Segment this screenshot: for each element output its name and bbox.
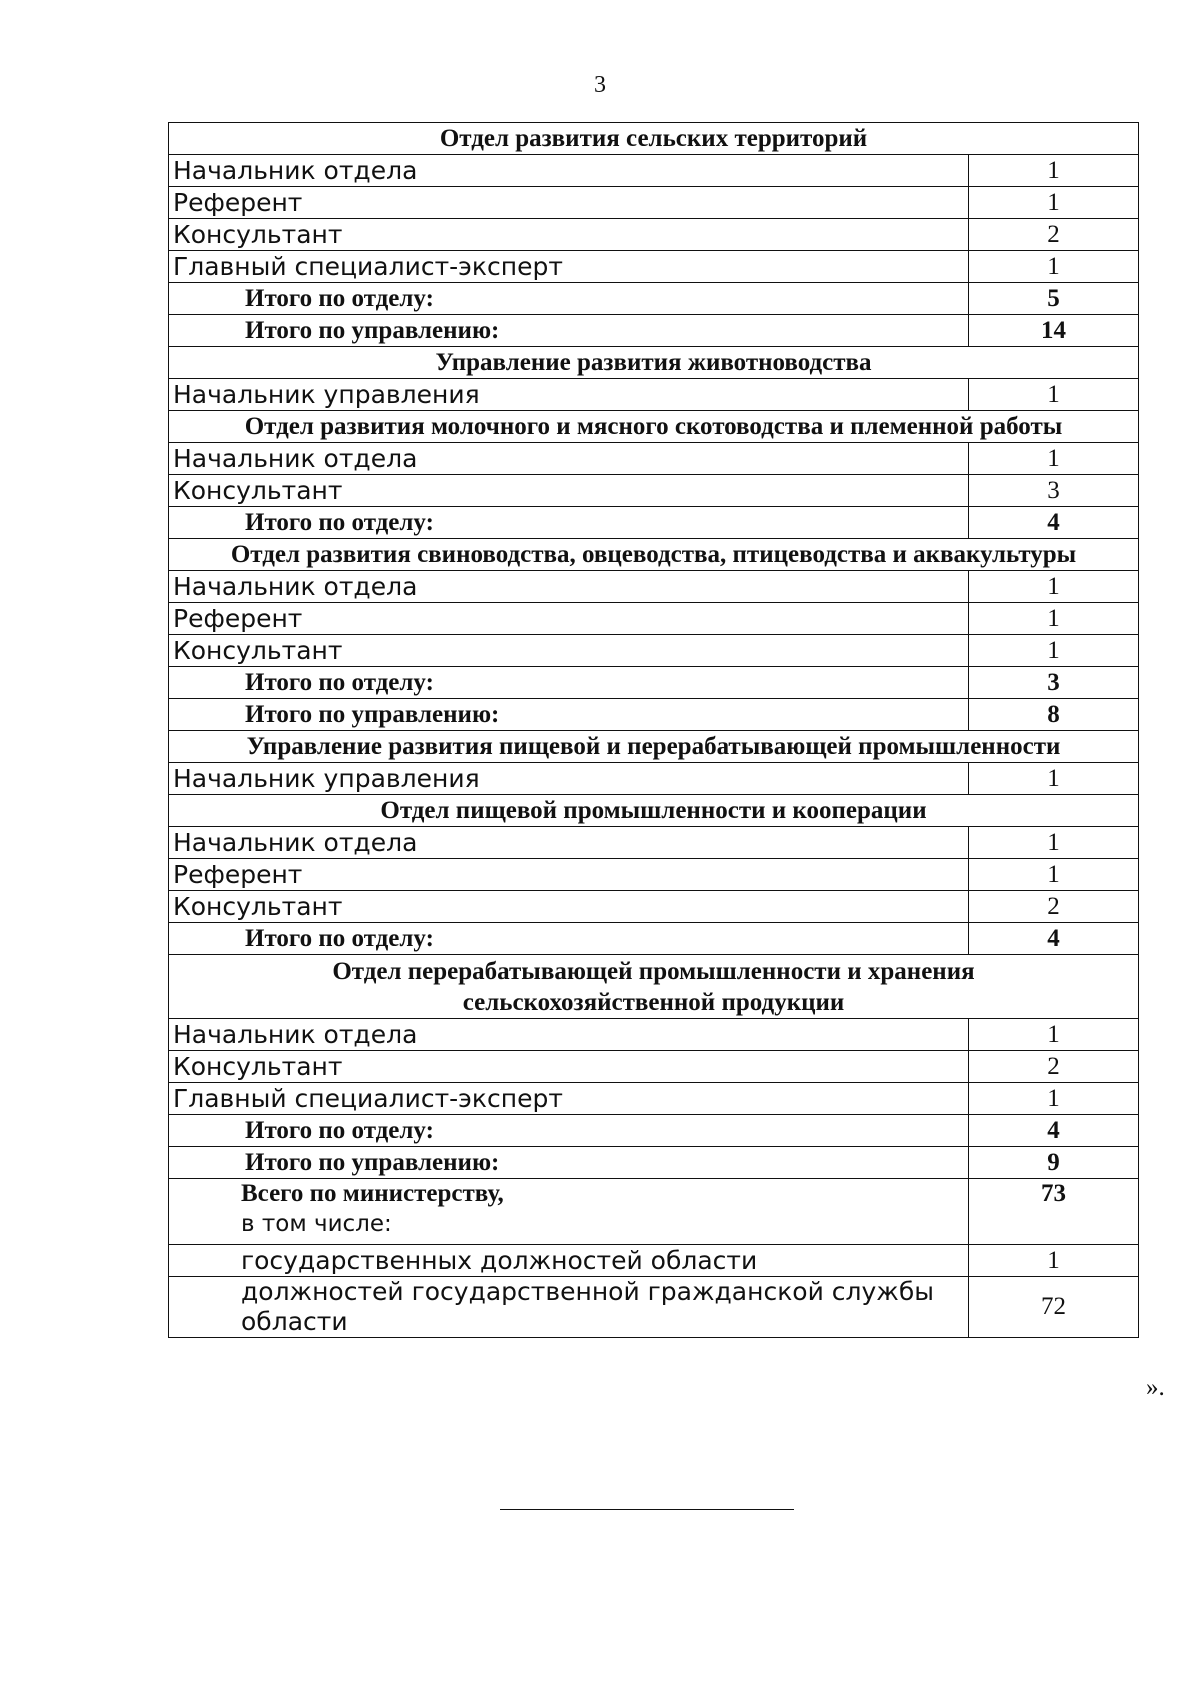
position-name: Референт (169, 603, 969, 635)
position-count: 1 (969, 155, 1139, 187)
section-title: Отдел развития свиноводства, овцеводства, птицеводства и аквакультуры (169, 539, 1139, 571)
position-count: 1 (969, 571, 1139, 603)
position-count: 1 (969, 603, 1139, 635)
position-count: 1 (969, 1019, 1139, 1051)
position-count: 1 (969, 251, 1139, 283)
staffing-table (168, 122, 1139, 1338)
total-count: 5 (969, 283, 1139, 315)
total-label: Итого по управлению: (169, 699, 969, 731)
position-name: Начальник отдела (169, 571, 969, 603)
grand-total-label (169, 1179, 969, 1245)
position-name: Начальник отдела (169, 827, 969, 859)
position-row (169, 571, 1139, 603)
position-name: Начальник управления (169, 379, 969, 411)
section-title: Управление развития пищевой и перерабатывающей промышленности (169, 731, 1139, 763)
section-header-row (169, 347, 1139, 379)
total-label: Итого по отделу: (169, 667, 969, 699)
total-row (169, 667, 1139, 699)
total-row (169, 1115, 1139, 1147)
section-header-row (169, 795, 1139, 827)
total-count: 4 (969, 923, 1139, 955)
position-count: 1 (969, 379, 1139, 411)
position-row (169, 635, 1139, 667)
total-label: Итого по отделу: (169, 923, 969, 955)
included-row (169, 1245, 1139, 1277)
position-count: 1 (969, 763, 1139, 795)
section-title: Управление развития животноводства (169, 347, 1139, 379)
position-name: Начальник отдела (169, 155, 969, 187)
section-header-row (169, 123, 1139, 155)
closing-quote: ». (1146, 1374, 1165, 1401)
section-title-line: сельскохозяйственной продукции (462, 988, 845, 1016)
position-row (169, 1019, 1139, 1051)
position-count: 1 (969, 187, 1139, 219)
end-rule (500, 1509, 794, 1510)
position-row (169, 219, 1139, 251)
section-title: Отдел развития сельских территорий (169, 123, 1139, 155)
position-name: Консультант (169, 891, 969, 923)
position-row (169, 763, 1139, 795)
section-title: Отдел пищевой промышленности и кооперации (169, 795, 1139, 827)
position-row (169, 827, 1139, 859)
grand-total-count: 73 (969, 1179, 1139, 1245)
total-label: Итого по отделу: (169, 507, 969, 539)
section-header-row (169, 411, 1139, 443)
total-count: 14 (969, 315, 1139, 347)
grand-total-row (169, 1179, 1139, 1245)
included-row (169, 1277, 1139, 1338)
position-row (169, 891, 1139, 923)
included-count: 1 (969, 1245, 1139, 1277)
position-count: 2 (969, 1051, 1139, 1083)
position-name: Начальник управления (169, 763, 969, 795)
position-row (169, 187, 1139, 219)
position-row (169, 379, 1139, 411)
total-row (169, 923, 1139, 955)
position-row (169, 475, 1139, 507)
total-row (169, 315, 1139, 347)
position-name: Начальник отдела (169, 443, 969, 475)
position-name: Начальник отдела (169, 1019, 969, 1051)
position-count: 1 (969, 859, 1139, 891)
total-label: Итого по управлению: (169, 1147, 969, 1179)
position-name: Главный специалист-эксперт (169, 251, 969, 283)
position-count: 2 (969, 219, 1139, 251)
position-count: 1 (969, 1083, 1139, 1115)
section-title: Отдел развития молочного и мясного скотоводства и племенной работы (169, 411, 1139, 443)
total-count: 8 (969, 699, 1139, 731)
total-count: 3 (969, 667, 1139, 699)
grand-total-subtitle: в том числе: (241, 1211, 392, 1237)
position-count: 1 (969, 827, 1139, 859)
position-row (169, 859, 1139, 891)
section-header-row (169, 955, 1139, 1019)
position-name: Консультант (169, 219, 969, 251)
position-name: Консультант (169, 635, 969, 667)
staffing-table-body (169, 123, 1139, 1338)
position-row (169, 155, 1139, 187)
total-count: 9 (969, 1147, 1139, 1179)
position-name: Консультант (169, 475, 969, 507)
grand-total-title: Всего по министерству, (241, 1180, 504, 1207)
total-count: 4 (969, 507, 1139, 539)
total-row (169, 283, 1139, 315)
section-header-row (169, 731, 1139, 763)
position-row (169, 603, 1139, 635)
included-count: 72 (969, 1277, 1139, 1338)
position-count: 1 (969, 635, 1139, 667)
section-header-row (169, 539, 1139, 571)
total-label: Итого по отделу: (169, 1115, 969, 1147)
position-row (169, 443, 1139, 475)
total-label: Итого по отделу: (169, 283, 969, 315)
total-row (169, 1147, 1139, 1179)
position-count: 2 (969, 891, 1139, 923)
section-title-line: Отдел перерабатывающей промышленности и хранения (332, 957, 975, 985)
position-row (169, 1051, 1139, 1083)
position-row (169, 251, 1139, 283)
position-count: 3 (969, 475, 1139, 507)
total-row (169, 507, 1139, 539)
total-row (169, 699, 1139, 731)
page-number: 3 (594, 72, 606, 98)
total-label: Итого по управлению: (169, 315, 969, 347)
total-count: 4 (969, 1115, 1139, 1147)
position-name: Консультант (169, 1051, 969, 1083)
position-name: Главный специалист-эксперт (169, 1083, 969, 1115)
included-label: должностей государственной гражданской службы области (169, 1277, 969, 1338)
section-title (169, 955, 1139, 1019)
included-label: государственных должностей области (169, 1245, 969, 1277)
position-row (169, 1083, 1139, 1115)
position-count: 1 (969, 443, 1139, 475)
position-name: Референт (169, 187, 969, 219)
position-name: Референт (169, 859, 969, 891)
